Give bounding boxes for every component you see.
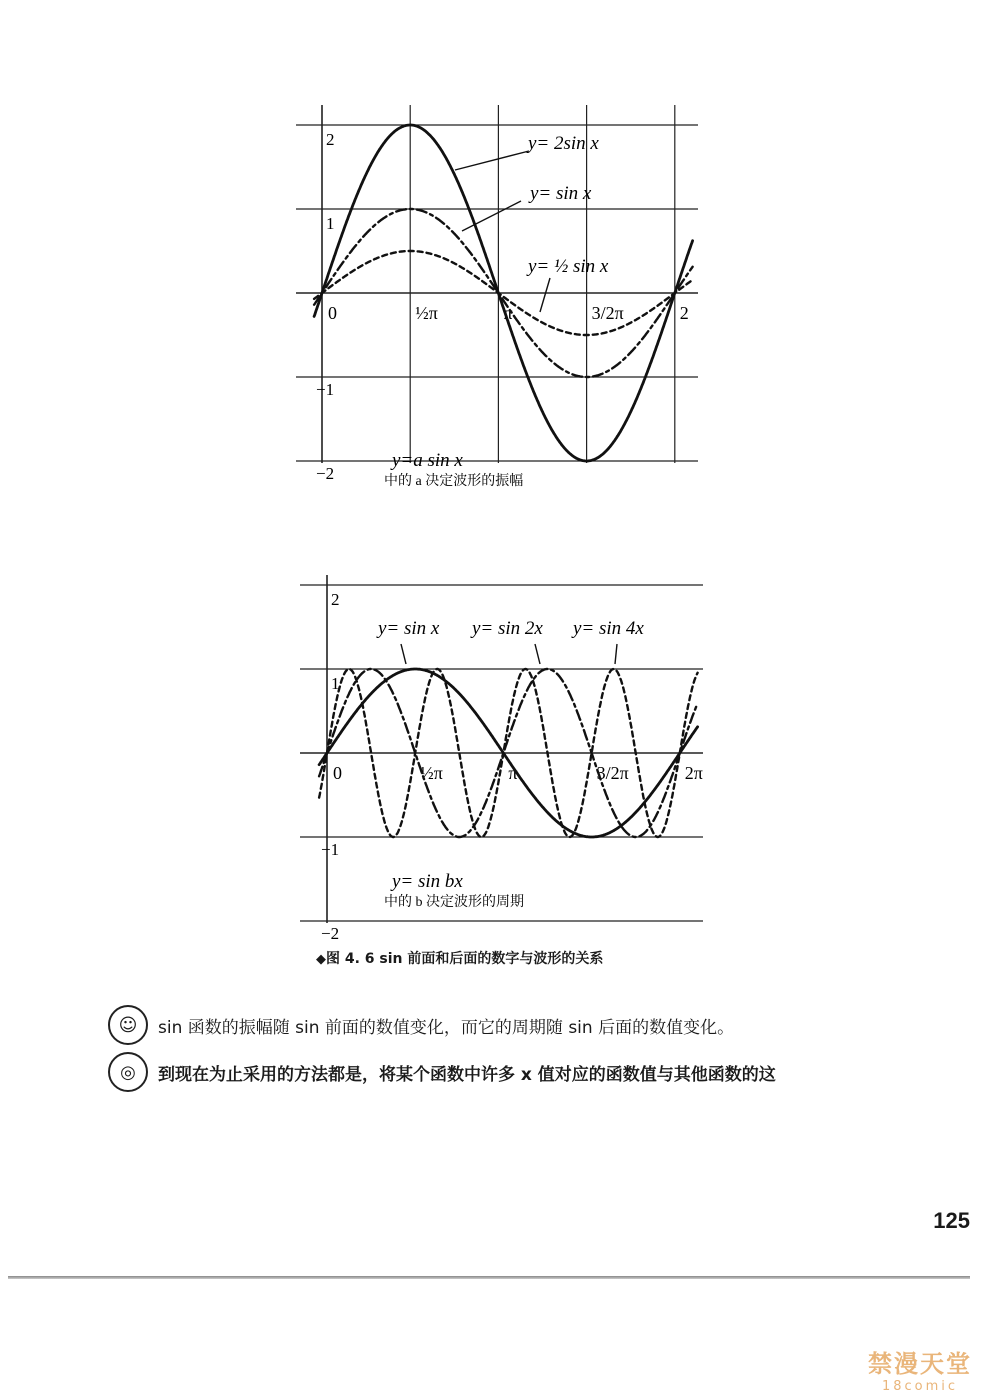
period-chart [0, 560, 984, 940]
glasses-girl-icon: ◎ [108, 1052, 148, 1092]
y-tick-label: 1 [331, 674, 340, 693]
x-tick-label: 2 [679, 303, 689, 323]
series-pointer-1 [455, 151, 529, 170]
bottom-rule [8, 1276, 970, 1279]
dialogue-text-1: sin 函数的振幅随 sin 前面的数值变化，而它的周期随 sin 后面的数值变化。 [158, 1017, 735, 1038]
series-label-3: y= ½ sin x [528, 256, 609, 277]
x-tick-label: ½π [415, 303, 438, 323]
series-pointer-1 [401, 644, 406, 664]
x-tick-label: 3/2π [591, 303, 624, 323]
y-tick-label: 1 [326, 214, 335, 233]
x-tick-label: 2π [684, 763, 703, 783]
y-tick-label: 2 [331, 590, 340, 609]
y-tick-label: 2 [326, 130, 335, 149]
y-tick-label: −1 [321, 840, 340, 859]
watermark-line-2: 18comic [881, 1379, 959, 1394]
watermark [868, 1344, 972, 1394]
x-tick-label: ½π [420, 763, 443, 783]
amplitude-chart [0, 80, 984, 500]
annotation-subtitle: 中的 b 决定波形的周期 [384, 895, 524, 910]
dialogue-line-1 [108, 1005, 734, 1045]
series-label-3: y= sin 4x [573, 618, 644, 639]
y-tick-label: −1 [316, 380, 335, 399]
watermark-line-1: 禁漫天堂 [868, 1350, 972, 1378]
series-label-2: y= sin 2x [472, 618, 543, 639]
page-number: 125 [933, 1208, 970, 1233]
annotation-title: y= sin bx [392, 871, 463, 892]
series-pointer-3 [615, 644, 617, 664]
dialogue-line-2 [108, 1052, 776, 1092]
series-label-2: y= sin x [530, 183, 592, 204]
caption-marker: ◆ [316, 952, 326, 967]
series-pointer-3 [540, 278, 550, 312]
caption-text: 图 4. 6 sin 前面和后面的数字与波形的关系 [326, 951, 604, 967]
annotation-title: y=a sin x [392, 450, 463, 471]
series-label-1: y= sin x [378, 618, 440, 639]
x-tick-label: 0 [328, 303, 337, 323]
x-tick-label: 3/2π [596, 763, 629, 783]
series-pointer-2 [535, 644, 540, 664]
girl-face-icon: ☺ [108, 1005, 148, 1045]
x-tick-label: 0 [333, 763, 342, 783]
dialogue-text-2: 到现在为止采用的方法都是，将某个函数中许多 x 值对应的函数值与其他函数的这 [158, 1064, 776, 1085]
x-tick-label: π [508, 763, 518, 783]
y-tick-label: −2 [321, 924, 340, 940]
x-tick-label: π [503, 303, 513, 323]
figure-caption [316, 948, 603, 968]
y-tick-label: −2 [316, 464, 335, 483]
series-label-1: y= 2sin x [528, 133, 599, 154]
annotation-subtitle: 中的 a 决定波形的振幅 [384, 474, 524, 489]
